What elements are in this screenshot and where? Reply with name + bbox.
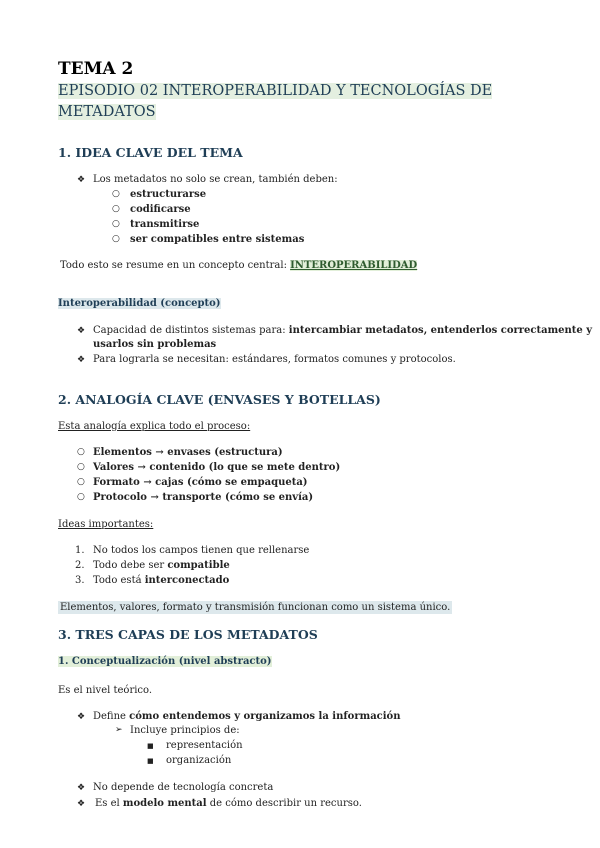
concept-bullet-2: Para lograrla se necesitan: estándares, formatos comunes y protocolos. [93,354,456,365]
circle-bullet-icon: ○ [112,204,120,214]
list-item: Formato → cajas (cómo se empaqueta) [93,477,308,488]
section-3-heading: 3. TRES CAPAS DE LOS METADATOS [58,627,318,642]
diamond-bullet-icon: ❖ [77,712,86,722]
define-line [93,711,401,722]
summary-line [60,260,417,271]
idea-number: 1. [75,545,85,556]
system-note: Elementos, valores, formato y transmisión funcionan como un sistema único. [60,602,451,613]
circle-bullet-icon: ○ [112,234,120,244]
concept-bullet-1-prefix: Capacidad de distintos sistemas para: [93,325,289,336]
model-prefix: Es el [95,798,123,809]
theory-line: Es el nivel teórico. [58,685,153,696]
idea-number: 2. [75,560,85,571]
circle-bullet-icon: ○ [112,219,120,229]
list-item: codificarse [130,204,191,215]
circle-bullet-icon: ○ [112,189,120,199]
idea-item [93,560,230,571]
sec1-intro: Los metadatos no solo se crean, también deben: [93,174,338,185]
idea-item [93,575,229,586]
list-item: Elementos → envases (estructura) [93,447,283,458]
list-item: ser compatibles entre sistemas [130,234,305,245]
diamond-bullet-icon: ❖ [77,355,86,365]
includes-line: Incluye principios de: [130,725,240,736]
arrow-bullet-icon: ➢ [115,725,123,735]
principle-item: representación [166,740,243,751]
list-item: Protocolo → transporte (cómo se envía) [93,492,314,503]
section-2-heading: 2. ANALOGÍA CLAVE (ENVASES Y BOTELLAS) [58,392,381,407]
principle-item: organización [166,755,232,766]
idea-bold: interconectado [144,575,230,586]
diamond-bullet-icon: ❖ [77,799,86,809]
summary-keyword: INTEROPERABILIDAD [290,260,418,271]
list-item: transmitirse [130,219,200,230]
idea-item [93,545,309,556]
idea-bold: compatible [167,560,230,571]
square-bullet-icon: ■ [147,742,154,750]
sec2-intro: Esta analogía explica todo el proceso: [58,421,251,432]
list-item: Valores → contenido (lo que se mete dentro) [93,462,341,473]
subsection-heading: 1. Conceptualización (nivel abstracto) [58,656,272,667]
idea-text: No todos los campos tienen que rellenarse [93,545,310,556]
circle-bullet-icon: ○ [77,492,85,502]
idea-text: Todo debe ser [93,560,168,571]
idea-number: 3. [75,575,85,586]
model-line [95,798,362,809]
circle-bullet-icon: ○ [77,462,85,472]
square-bullet-icon: ■ [147,757,154,765]
summary-prefix: Todo esto se resume en un concepto central: [60,260,291,271]
diamond-bullet-icon: ❖ [77,783,86,793]
page-title: TEMA 2 [58,59,134,79]
circle-bullet-icon: ○ [77,447,85,457]
section-1-heading: 1. IDEA CLAVE DEL TEMA [58,145,243,160]
model-suffix: de cómo describir un recurso. [206,798,362,809]
concept-heading: Interoperabilidad (concepto) [58,298,221,309]
no-depends-line: No depende de tecnología concreta [93,782,274,793]
episode-title-text: EPISODIO 02 INTEROPERABILIDAD Y TECNOLOGÍAS DE METADATOS [58,83,493,120]
idea-text: Todo está [93,575,145,586]
concept-bullet-1-bold: intercambiar metadatos, entenderlos correctamente y [288,325,593,336]
ideas-heading: Ideas importantes: [58,519,154,530]
circle-bullet-icon: ○ [77,477,85,487]
diamond-bullet-icon: ❖ [77,175,86,185]
model-bold: modelo mental [122,798,207,809]
list-item: estructurarse [130,189,207,200]
episode-title [58,81,498,123]
concept-bullet-1-cont: usarlos sin problemas [93,339,217,350]
concept-bullet-1 [93,325,592,336]
diamond-bullet-icon: ❖ [77,326,86,336]
define-prefix: Define [93,711,130,722]
define-bold: cómo entendemos y organizamos la información [129,711,401,722]
